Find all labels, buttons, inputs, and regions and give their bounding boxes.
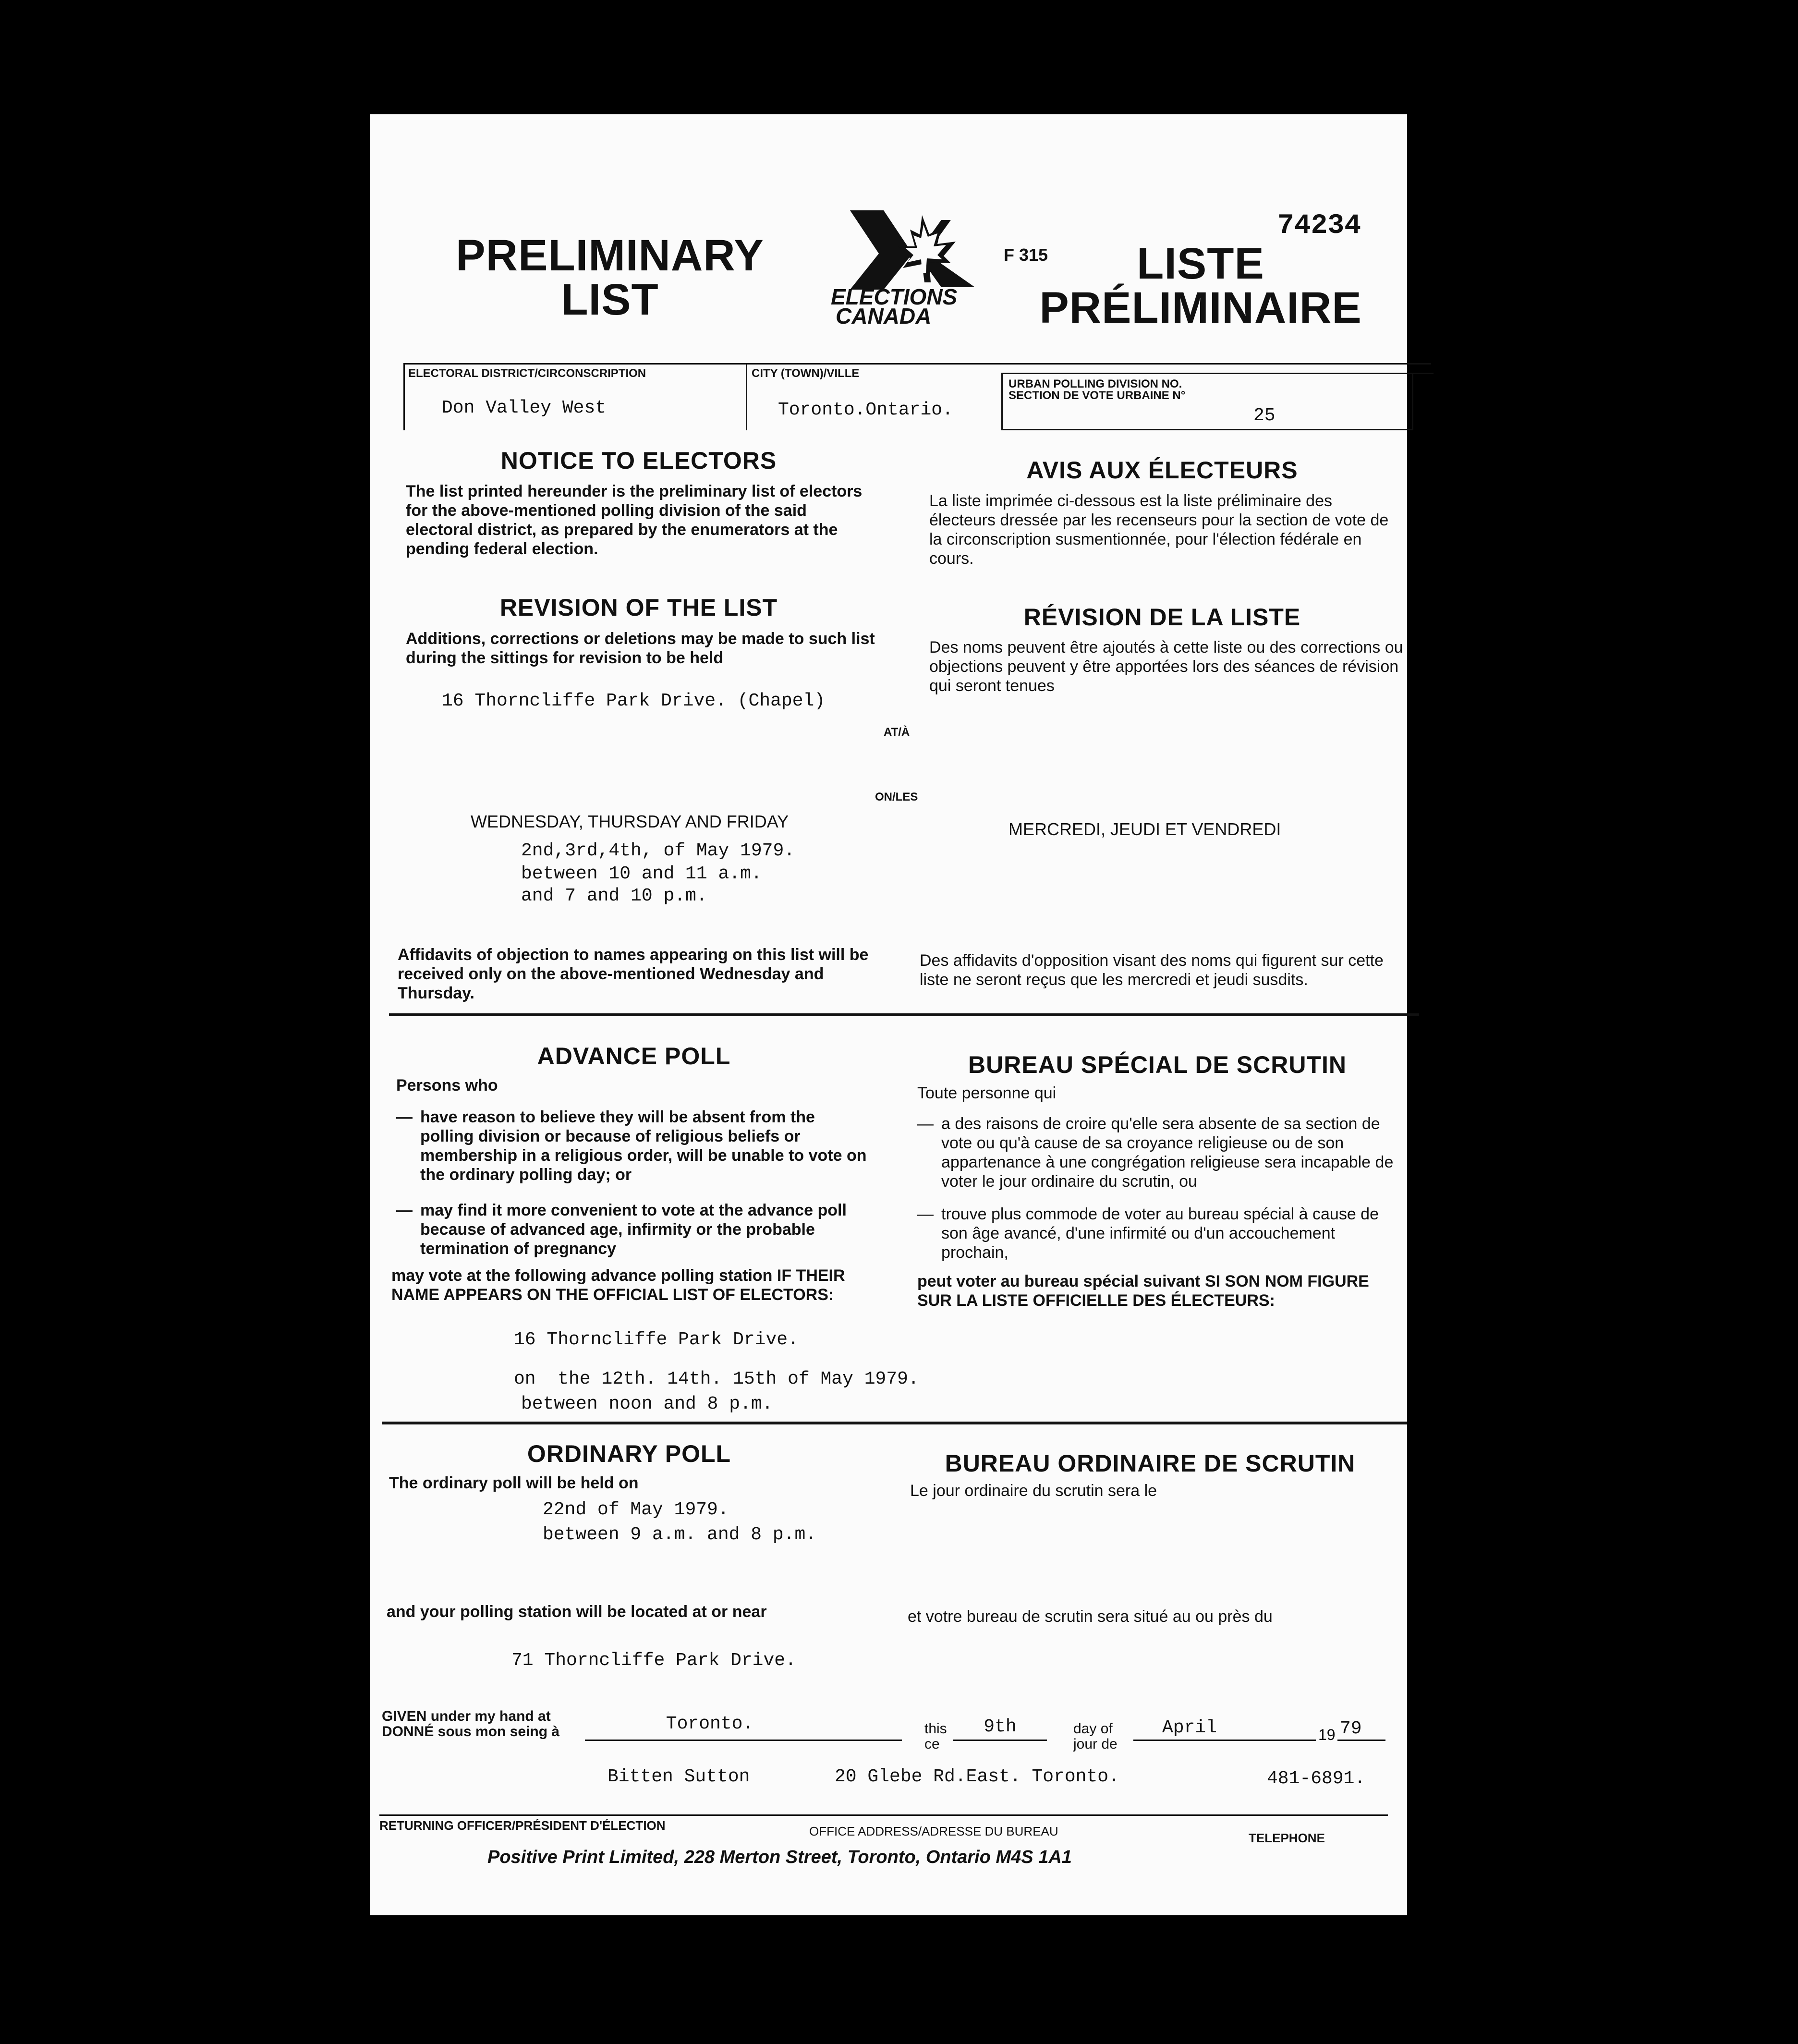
revision-hours-2: and 7 and 10 p.m. xyxy=(521,886,707,906)
id-box-divider-2 xyxy=(1001,373,1003,430)
district-value: Don Valley West xyxy=(442,398,607,418)
elections-canada-logo xyxy=(831,206,994,328)
revision-heading-fr: RÉVISION DE LA LISTE xyxy=(1023,604,1301,631)
section-divider-1 xyxy=(389,1013,1419,1016)
advance-heading-en: ADVANCE POLL xyxy=(537,1043,731,1070)
ordinary-station-fr: et votre bureau de scrutin sera situé au ou près du xyxy=(908,1607,1273,1626)
revision-heading-en: REVISION OF THE LIST xyxy=(499,594,778,621)
signature-month: April xyxy=(1162,1717,1217,1738)
year-prefix: 19 xyxy=(1318,1726,1336,1743)
revision-text-en: Additions, corrections or deletions may be made to such list during the sittings for revision to be held xyxy=(406,630,875,667)
advance-hours: between noon and 8 p.m. xyxy=(521,1394,773,1414)
given-block xyxy=(382,1709,559,1740)
revision-days-fr: MERCREDI, JEUDI ET VENDREDI xyxy=(1008,819,1281,839)
affidavit-text-en: Affidavits of objection to names appearing on this list will be received only on the above-mentioned Wednesday and Thursday. xyxy=(398,946,869,1002)
advance-intro-en: Persons who xyxy=(396,1076,498,1095)
title-en-line2: LIST xyxy=(561,275,659,324)
advance-heading-fr: BUREAU SPÉCIAL DE SCRUTIN xyxy=(968,1051,1347,1078)
advance-item-1-fr-text: a des raisons de croire qu'elle sera absente de sa section de vote ou qu'à cause de sa croyance religieuse ou de son appartenance à une congrégation religieuse sera incapable de voter le jour ordinaire du scrutin, ou xyxy=(941,1115,1394,1191)
title-fr-line2: PRÉLIMINAIRE xyxy=(1039,283,1362,332)
notice-text-en: The list printed hereunder is the preliminary list of electors for the above-mentioned polling division of the said electoral district, as prepared by the enumerators at the pending federal election. xyxy=(406,482,863,558)
advance-dates: on the 12th. 14th. 15th of May 1979. xyxy=(514,1369,919,1389)
document-sheet xyxy=(370,114,1407,1915)
id-box-right-rule xyxy=(1412,373,1413,430)
notice-heading-fr: AVIS AUX ÉLECTEURS xyxy=(1026,457,1298,484)
signature-day: 9th xyxy=(984,1716,1017,1737)
year-suffix: 79 xyxy=(1340,1718,1362,1739)
month-line xyxy=(1133,1740,1316,1741)
ordinary-hours: between 9 a.m. and 8 p.m. xyxy=(543,1524,817,1545)
revision-text-fr: Des noms peuvent être ajoutés à cette liste ou des corrections ou objections peuvent y être apportées lors des séances de révision qui seront tenues xyxy=(929,638,1403,695)
logo-line1: ELECTIONS xyxy=(831,284,958,309)
id-box-bottom-rule xyxy=(1001,429,1413,430)
advance-outro-en: may vote at the following advance polling station IF THEIR NAME APPEARS ON THE OFFICIAL LIST OF ELECTORS: xyxy=(391,1266,845,1304)
city-label: CITY (TOWN)/VILLE xyxy=(752,367,860,380)
ordinary-date: 22nd of May 1979. xyxy=(543,1499,729,1520)
revision-location: 16 Thorncliffe Park Drive. (Chapel) xyxy=(442,691,826,711)
day-of-block xyxy=(1073,1721,1118,1752)
id-box-left-rule xyxy=(403,363,405,430)
advance-item-1-en-text: have reason to believe they will be absent from the polling division or because of religious beliefs or membership in a religious order, will be unable to vote on the ordinary polling day; or xyxy=(420,1108,867,1184)
office-address: 20 Glebe Rd.East. Toronto. xyxy=(835,1766,1119,1787)
district-label: ELECTORAL DISTRICT/CIRCONSCRIPTION xyxy=(408,367,646,380)
at-label: AT/À xyxy=(884,726,910,739)
advance-item-2-fr-text: trouve plus commode de voter au bureau spécial à cause de son âge avancé, d'une infirmité ou d'un accouchement prochain, xyxy=(941,1205,1379,1262)
notice-heading-en: NOTICE TO ELECTORS xyxy=(500,447,777,474)
day-line xyxy=(953,1740,1047,1741)
division-value: 25 xyxy=(1253,405,1276,426)
maple-x-icon xyxy=(831,206,994,292)
advance-location: 16 Thorncliffe Park Drive. xyxy=(514,1329,799,1350)
advance-item-1-fr: — a des raisons de croire qu'elle sera absente de sa section de vote ou qu'à cause de sa croyance religieuse ou de son appartenance à une congrégation religieuse sera incapable de voter le jour ordinaire du scrutin, ou xyxy=(917,1114,1402,1191)
revision-dates: 2nd,3rd,4th, of May 1979. xyxy=(521,840,795,861)
ordinary-intro-en: The ordinary poll will be held on xyxy=(389,1474,639,1492)
this-label-en: this xyxy=(924,1721,947,1737)
address-label: OFFICE ADDRESS/ADRESSE DU BUREAU xyxy=(809,1824,1058,1838)
ordinary-heading-en: ORDINARY POLL xyxy=(527,1440,731,1467)
ordinary-station-en: and your polling station will be located at or near xyxy=(387,1603,767,1621)
given-label-fr: DONNÉ sous mon seing à xyxy=(382,1724,560,1740)
title-french xyxy=(1018,239,1383,332)
title-english xyxy=(442,233,778,322)
title-en-line1: PRELIMINARY xyxy=(456,231,764,280)
officer-name: Bitten Sutton xyxy=(607,1766,750,1787)
advance-outro-fr: peut voter au bureau spécial suivant SI SON NOM FIGURE SUR LA LISTE OFFICIELLE DES ÉLECTEURS: xyxy=(917,1272,1369,1310)
advance-item-1-en: — have reason to believe they will be absent from the polling division or because of religious beliefs or membership in a religious order, will be unable to vote on the ordinary polling day; or xyxy=(396,1107,869,1184)
id-box-divider-1 xyxy=(746,363,747,430)
advance-item-2-en-text: may find it more convenient to vote at the advance poll because of advanced age, infirmity or the probable termination of pregnancy xyxy=(420,1201,847,1258)
division-label-fr: SECTION DE VOTE URBAINE N° xyxy=(1008,389,1186,402)
printer-imprint: Positive Print Limited, 228 Merton Street, Toronto, Ontario M4S 1A1 xyxy=(487,1847,1072,1867)
telephone-value: 481-6891. xyxy=(1267,1768,1366,1789)
revision-days-en: WEDNESDAY, THURSDAY AND FRIDAY xyxy=(471,812,789,831)
ordinary-location: 71 Thorncliffe Park Drive. xyxy=(511,1650,796,1671)
signature-rule xyxy=(379,1814,1388,1816)
logo-text xyxy=(831,284,994,328)
serial-number: 74234 xyxy=(1277,210,1361,242)
id-box-top-rule xyxy=(403,363,1431,365)
day-of-label-en: day of xyxy=(1073,1721,1113,1737)
year-line xyxy=(1337,1740,1385,1741)
ordinary-heading-fr: BUREAU ORDINAIRE DE SCRUTIN xyxy=(945,1450,1356,1477)
this-block xyxy=(924,1721,947,1752)
id-box-top-rule-right xyxy=(1001,373,1434,374)
this-label-fr: ce xyxy=(924,1736,940,1752)
given-label-en: GIVEN under my hand at xyxy=(382,1708,551,1724)
city-value: Toronto.Ontario. xyxy=(778,400,953,420)
form-code: F 315 xyxy=(1004,245,1048,265)
telephone-label: TELEPHONE xyxy=(1249,1831,1325,1845)
advance-item-2-fr: — trouve plus commode de voter au bureau spécial à cause de son âge avancé, d'une infirmité ou d'un accouchement prochain, xyxy=(917,1204,1402,1262)
division-label-en: URBAN POLLING DIVISION NO. xyxy=(1008,377,1182,390)
on-label: ON/LES xyxy=(875,791,918,803)
signature-place: Toronto. xyxy=(666,1714,754,1734)
logo-line2: CANADA xyxy=(836,304,932,328)
advance-intro-fr: Toute personne qui xyxy=(917,1084,1057,1102)
notice-text-fr: La liste imprimée ci-dessous est la liste préliminaire des électeurs dressée par les recenseurs pour la section de vote de la circonscription susmentionnée, pour l'élection fédérale en cours. xyxy=(929,492,1389,568)
advance-item-2-en: — may find it more convenient to vote at the advance poll because of advanced age, infirmity or the probable termination of pregnancy xyxy=(396,1201,869,1258)
section-divider-2 xyxy=(382,1422,1407,1424)
title-fr-line1: LISTE xyxy=(1137,239,1264,288)
affidavit-text-fr: Des affidavits d'opposition visant des noms qui figurent sur cette liste ne seront reçus que les mercredi et jeudi susdits. xyxy=(920,951,1384,989)
ordinary-intro-fr: Le jour ordinaire du scrutin sera le xyxy=(910,1482,1157,1500)
place-line xyxy=(585,1740,902,1741)
revision-hours-1: between 10 and 11 a.m. xyxy=(521,864,762,884)
day-of-label-fr: jour de xyxy=(1073,1736,1118,1752)
officer-label: RETURNING OFFICER/PRÉSIDENT D'ÉLECTION xyxy=(379,1818,666,1833)
